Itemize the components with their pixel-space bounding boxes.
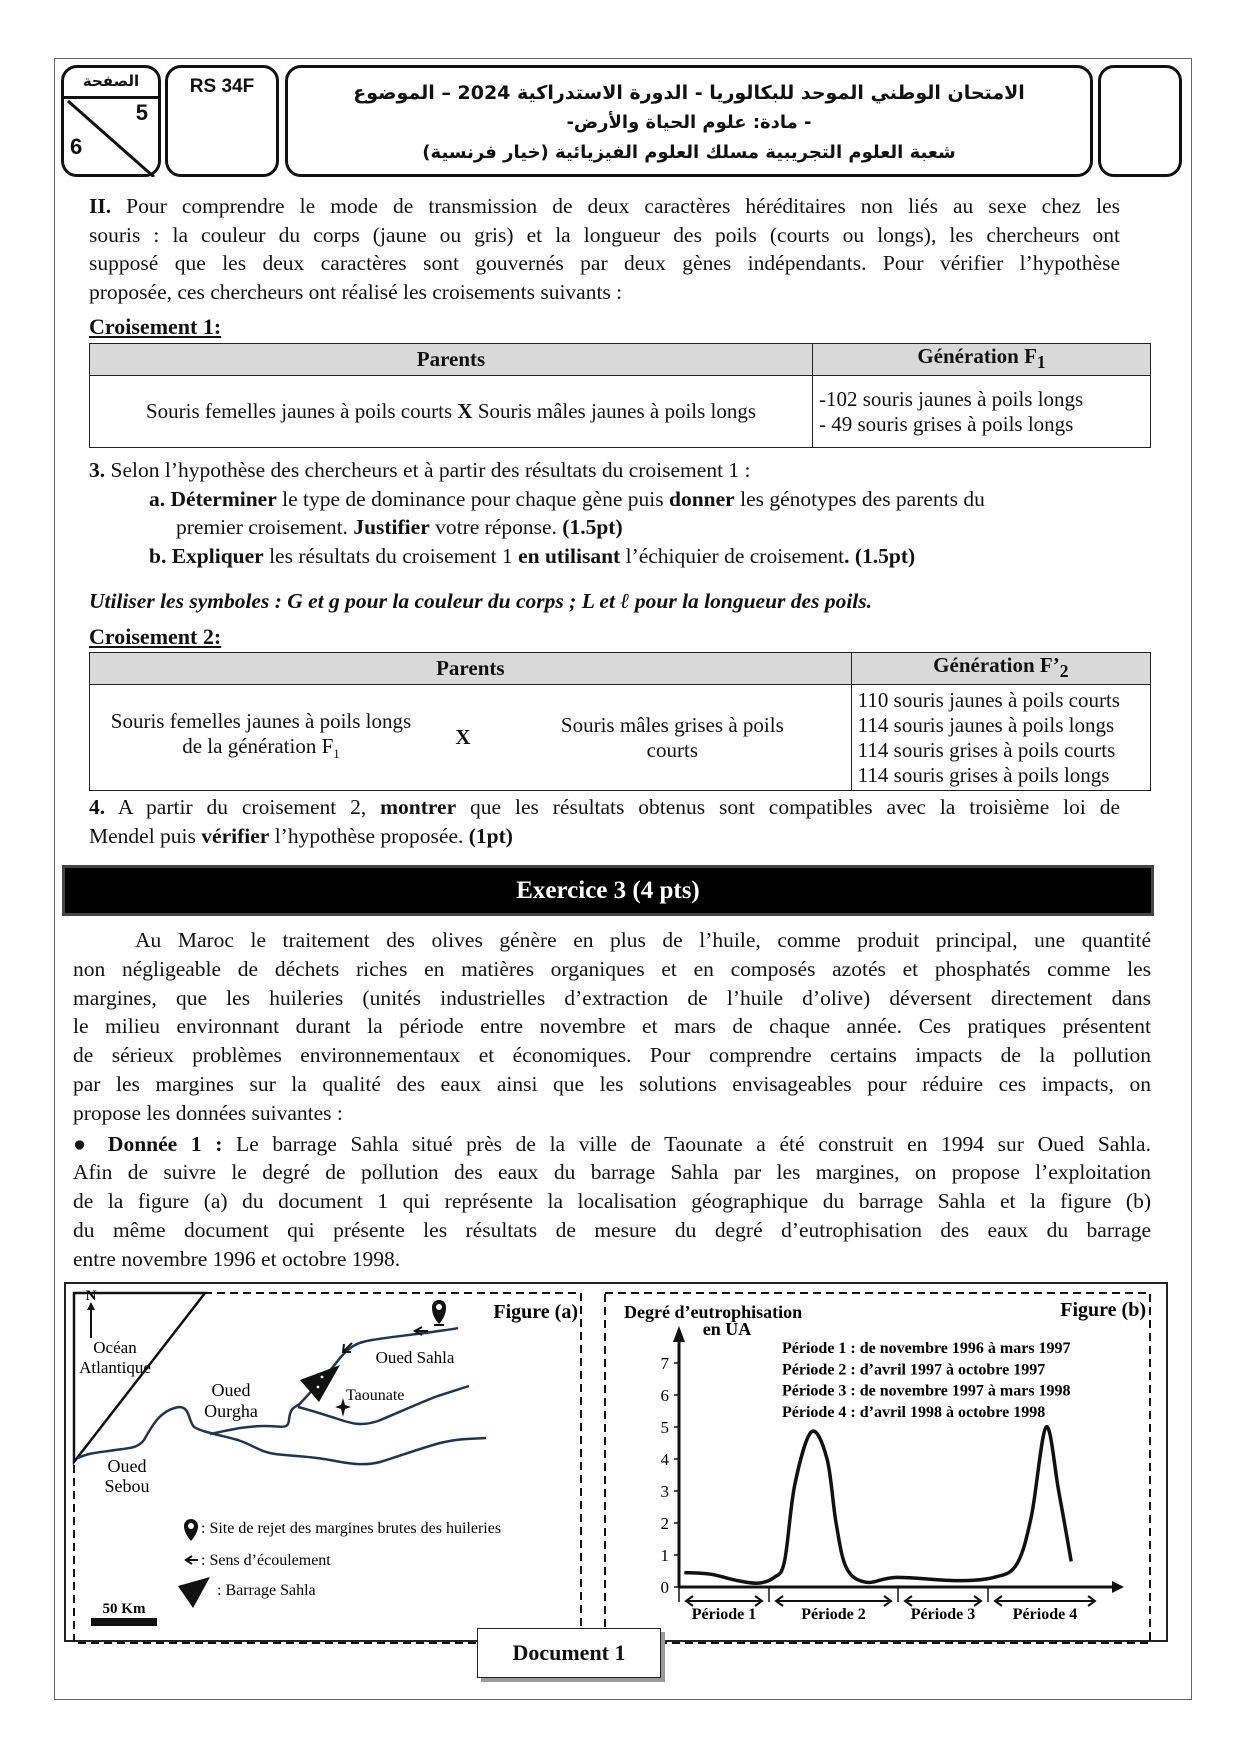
text-line: Pour comprendre le mode de transmission de deux caractères héréditaires non liés au sexe chez les: [111, 194, 1120, 218]
page-label: الصفحة: [64, 68, 158, 99]
y-axis-label: en UA: [702, 1319, 752, 1339]
legend-site-label: : Site de rejet des margines brutes des huileries: [201, 1520, 502, 1537]
text-line: Au Maroc le traitement des olives génère en plus de l’huile, comme produit principal, une quantité: [135, 928, 1151, 952]
y-tick-label: 4: [660, 1450, 669, 1469]
question-3: 3. Selon l’hypothèse des chercheurs et à partir des résultats du croisement 1 : a. Déterminer le type de dominance pour chaque gène puis donner les génotypes des parents du premier croisement. Justifier votre réponse. (1.5pt) b. Expliquer les résultats du croisement 1 en utilisant l’échiquier de croisement. (1.5pt): [89, 458, 985, 568]
page-current: 5: [135, 100, 148, 125]
legend-flow-label: : Sens d’écoulement: [201, 1552, 331, 1569]
text-line: du même document qui présente les résultats de mesure du degré d’eutrophisation des eaux du barrage: [73, 1217, 1151, 1242]
period-legend-item: Période 3 : de novembre 1997 à mars 1998: [782, 1382, 1071, 1400]
atlantic-coast: [74, 1293, 205, 1462]
figure-a-title: Figure (a): [493, 1301, 578, 1323]
oued-ourgha-label: Oued: [211, 1380, 251, 1400]
y-axis-arrow-icon: [673, 1326, 685, 1342]
y-tick-label: 7: [660, 1354, 669, 1373]
text-line: proposée, ces chercheurs ont réalisé les croisements suivants :: [89, 279, 623, 304]
scale-label: 50 Km: [102, 1601, 146, 1617]
oued-sebou-label: Sebou: [104, 1476, 150, 1496]
text-line: de sérieux problèmes environnementaux et économiques. Pour comprendre certains impacts de la pollution: [73, 1043, 1151, 1068]
exam-stream: شعبة العلوم التجريبية مسلك العلوم الفيزيائية (خيار فرنسية): [422, 142, 956, 163]
cross2-results: [851, 685, 1150, 791]
symbols-note: Utiliser les symboles : G et g pour la couleur du corps ; L et ℓ pour la longueur des poils.: [89, 589, 873, 613]
exam-subject: - مادة: علوم الحياة والأرض-: [566, 112, 812, 133]
text-line: le milieu environnant durant la période entre novembre et mars de chaque année. Ces pratiques présentent: [73, 1014, 1151, 1039]
y-axis-label: Degré d’eutrophisation: [624, 1302, 803, 1322]
discharge-site-icon: [432, 1300, 446, 1325]
period-legend-item: Période 2 : d’avril 1997 à octobre 1997: [782, 1361, 1046, 1379]
exercise-3-title: Exercice 3 (4 pts): [62, 865, 1154, 916]
result-line: 114 souris grises à poils courts: [857, 737, 1116, 762]
document-1-label: Document 1: [477, 1628, 661, 1678]
y-tick-label: 3: [660, 1482, 669, 1501]
result-line: - 49 souris grises à poils longs: [819, 411, 1074, 436]
y-tick-label: 1: [660, 1546, 669, 1565]
eutrophication-curve: [684, 1427, 1071, 1584]
cross2-cross-symbol: X: [432, 685, 494, 791]
x-axis-arrow-icon: [1112, 1581, 1124, 1593]
result-line: 110 souris jaunes à poils courts: [857, 687, 1120, 712]
figure-a-map: [60, 1280, 605, 1650]
exam-title-box: [285, 65, 1093, 177]
text-line: de la figure (a) du document 1 qui représente la localisation géographique du barrage Sahla et la figure (b): [73, 1189, 1151, 1214]
north-label: N: [85, 1288, 97, 1304]
cross1-header-parents: Parents: [90, 344, 813, 376]
part2-intro: [89, 192, 1120, 306]
y-tick-label: 5: [660, 1418, 669, 1437]
cross1-header-generation: Génération $F_1$: [813, 344, 1151, 376]
figure-b-chart: [600, 1280, 1160, 1650]
cross2-parent-female: Souris femelles jaunes à poils longs de la génération $F_1$: [90, 685, 433, 791]
oued-sahla-label: Oued Sahla: [375, 1348, 455, 1367]
result-line: -102 souris jaunes à poils longs: [819, 386, 1084, 411]
text-line: supposé que les deux caractères sont gouvernés par deux gènes indépendants. Pour vérifier l’hypothèse: [89, 251, 1120, 276]
text-line: par les margines sur la qualité des eaux ainsi que les solutions envisageables pour réduire ces impacts, on: [73, 1071, 1151, 1096]
cross2-title: Croisement 2:: [89, 624, 222, 649]
y-tick-label: 6: [660, 1386, 669, 1405]
page-number-box: [61, 65, 161, 177]
oued-ourgha-label: Ourgha: [204, 1401, 258, 1421]
cross1-table: [89, 343, 1151, 448]
x-category-label: Période 4: [1012, 1606, 1078, 1623]
legend-dam-icon: [178, 1577, 210, 1608]
exam-code-box: [165, 65, 279, 177]
ocean-label: Atlantique: [79, 1358, 151, 1377]
part2-number: II.: [89, 194, 112, 218]
legend-dam-label: : Barrage Sahla: [217, 1582, 316, 1599]
text-line: Afin de suivre le degré de pollution des eaux du barrage Sahla par les margines, on propose l’exploitation: [73, 1160, 1151, 1185]
cross2-parent-male: Souris mâles grises à poils courts: [494, 685, 851, 791]
x-category-label: Période 3: [910, 1606, 976, 1623]
exam-code: RS 34F: [189, 76, 255, 97]
text-line: entre novembre 1996 et octobre 1998.: [73, 1246, 401, 1271]
donnee-1-label: ● Donnée 1 :: [73, 1131, 223, 1156]
legend-flow-icon: [186, 1556, 198, 1564]
exam-title-line1: الامتحان الوطني الموحد للبكالوريا - الدورة الاستدراكية 2024 – الموضوع: [353, 82, 1025, 104]
text-line: margines, que les huileries (unités industrielles d’extraction de l’huile d’olive) déversent directement dans: [73, 985, 1151, 1010]
period-legend-item: Période 1 : de novembre 1996 à mars 1997: [782, 1340, 1071, 1357]
text-line: souris : la couleur du corps (jaune ou gris) et la longueur des poils (courts ou longs), les chercheurs ont: [89, 222, 1120, 247]
cross2-header-generation: Génération $F’_2$: [851, 653, 1150, 685]
page-total: 6: [70, 134, 83, 159]
scale-bar: [91, 1618, 157, 1626]
header-blank-box: [1098, 65, 1182, 177]
result-line: 114 souris jaunes à poils longs: [857, 712, 1115, 737]
legend-site-icon: [184, 1519, 198, 1541]
cross1-title: Croisement 1:: [89, 314, 222, 339]
y-tick-label: 2: [660, 1514, 669, 1533]
result-line: 114 souris grises à poils longs: [857, 762, 1110, 787]
x-category-label: Période 2: [801, 1606, 866, 1623]
cross1-parents: Souris femelles jaunes à poils courts X Souris mâles jaunes à poils longs: [90, 376, 813, 448]
oued-sebou-label: Oued: [107, 1456, 147, 1476]
cross2-header-parents: Parents: [90, 653, 852, 685]
ocean-label: Océan: [93, 1338, 137, 1357]
period-legend-item: Période 4 : d’avril 1998 à octobre 1998: [782, 1403, 1046, 1421]
y-tick-label: 0: [660, 1578, 669, 1597]
figure-b-title: Figure (b): [1060, 1299, 1146, 1321]
text-line: propose les données suivantes :: [73, 1100, 343, 1125]
taounate-label: Taounate: [346, 1387, 405, 1404]
cross1-results: [813, 376, 1151, 448]
text-line: non négligeable de déchets riches en matières organiques et en composés azotés et phosphatés comme les: [73, 956, 1151, 981]
question-4: 4. A partir du croisement 2, montrer que les résultats obtenus sont compatibles avec la troisième loi de Mendel puis vérifier l’hypothèse proposée. (1pt): [89, 795, 1120, 848]
exercise-3-intro: Au Maroc le traitement des olives génère en plus de l’huile, comme produit principal, une quantité non négligeable de déchets riches en matières organiques et en composés azotés et phosphatés comme les margines, que les huileries (unités industrielles d’extraction de l’huile d’olive) déversent directement dans le milieu environnant durant la période entre novembre et mars de chaque année. Ces pratiques présentent de sérieux problèmes environnementaux et économiques. Pour comprendre certains impacts de la pollution par les margines sur la qualité des eaux ainsi que les solutions envisageables pour réduire ces impacts, on propose les données suivantes : ● Donnée 1 : Le barrage Sahla situé près de la ville de Taounate a été construit en 1994 sur Oued Sahla. Afin de suivre le degré de pollution des eaux du barrage Sahla par les margines, on propose l’exploitation de la figure (a) du document 1 qui représente la localisation géographique du barrage Sahla et la figure (b) du même document qui présente les résultats de mesure du degré d’eutrophisation des eaux du barrage entre novembre 1996 et octobre 1998.: [73, 926, 1151, 1274]
x-category-label: Période 1: [691, 1606, 757, 1623]
cross2-table: [89, 652, 1151, 791]
